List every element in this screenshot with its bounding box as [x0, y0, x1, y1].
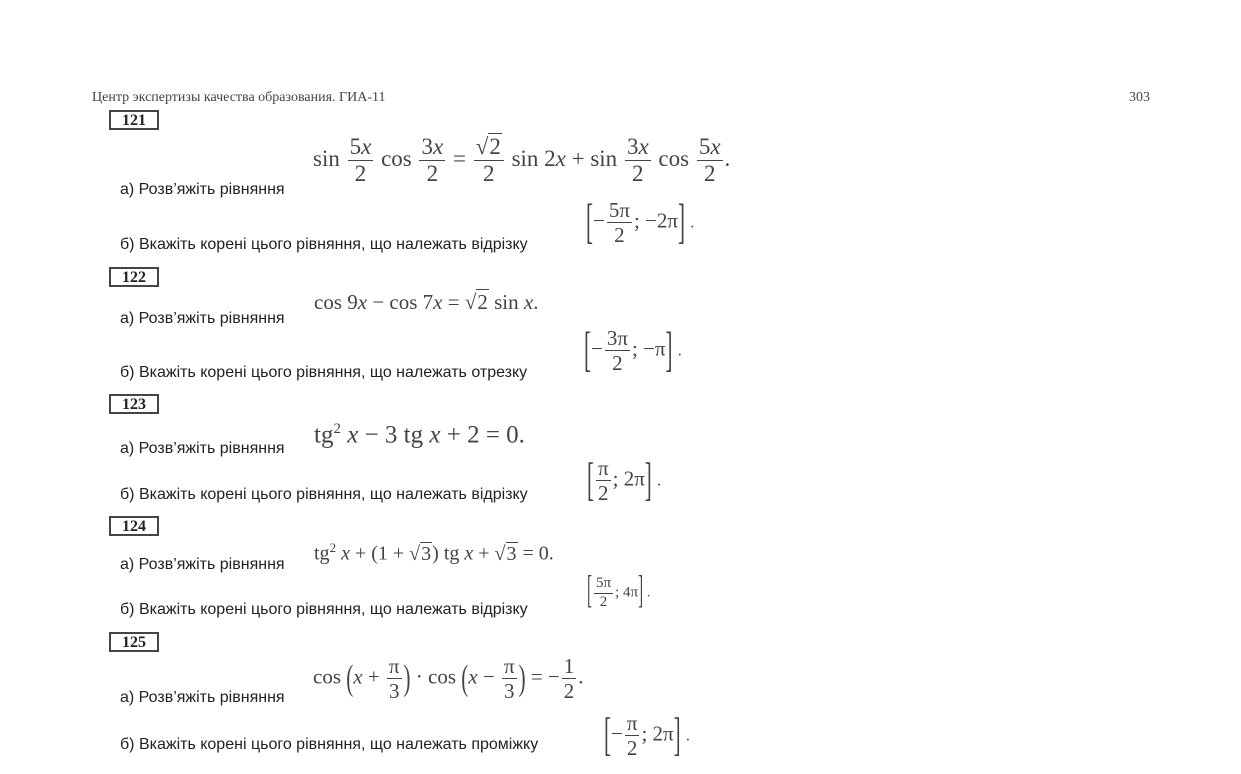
- interval-121: [− $\frac{5\pi}{2}$ ; −2π] .: [586, 193, 695, 249]
- problem-number: 124: [109, 516, 159, 536]
- equation-123: $tg^2$ x − 3 tg x + 2 = 0.: [314, 421, 525, 449]
- equation-124: $tg^2$ x + (1 + √3) tg x + √3 = 0.: [314, 540, 554, 565]
- problem-123-part-b: б) Вкажіть корені цього рівняння, що належать відрізку: [120, 486, 528, 503]
- problem-123-part-a: а) Розв’яжіть рівняння: [120, 440, 285, 457]
- equation-121: sin $\frac{5x}{2}$ cos $\frac{3x}{2}$ = $\frac{√2}{2}$ sin 2x + sin $\frac{3x}{2}$ cos $\frac{5x}{2}$ .: [313, 134, 731, 187]
- header-title: Центр экспертизы качества образования. ГИА-11: [92, 90, 386, 105]
- problem-125-part-b: б) Вкажіть корені цього рівняння, що належать проміжку: [120, 736, 539, 753]
- page-header: [92, 90, 1150, 108]
- problem-number: 123: [109, 394, 159, 414]
- interval-122: [− $\frac{3\pi}{2}$ ; −π] .: [584, 321, 682, 377]
- interval-125: [− $\frac{\pi}{2}$ ; 2π] .: [604, 708, 690, 761]
- equation-122: cos 9x − cos 7x = √2 sin x.: [314, 290, 539, 314]
- problem-125-part-a: а) Розв’яжіть рівняння: [120, 689, 285, 706]
- problem-121-part-a: а) Розв’яжіть рівняння: [120, 181, 285, 198]
- problem-number: 122: [109, 267, 159, 287]
- problem-122-part-b: б) Вкажіть корені цього рівняння, що належать отрезку: [120, 364, 528, 381]
- problem-number: 121: [109, 110, 159, 130]
- problem-122-part-a: а) Розв’яжіть рівняння: [120, 310, 285, 327]
- problem-124-part-a: а) Розв’яжіть рівняння: [120, 556, 285, 573]
- interval-123: [ $\frac{\pi}{2}$ ; 2π] .: [587, 453, 662, 506]
- problem-124-part-b: б) Вкажіть корені цього рівняння, що належать відрізку: [120, 601, 528, 618]
- problem-number: 125: [109, 632, 159, 652]
- interval-124: [ $\frac{5\pi}{2}$ ; 4π] .: [587, 571, 651, 613]
- page-number: 303: [1129, 90, 1150, 105]
- equation-125: cos (x + $\frac{\pi}{3}$ ) · cos (x − $\frac{\pi}{3}$ ) = − $\frac{1}{2}$ .: [313, 654, 584, 704]
- problem-121-part-b: б) Вкажіть корені цього рівняння, що належать відрізку: [120, 236, 528, 253]
